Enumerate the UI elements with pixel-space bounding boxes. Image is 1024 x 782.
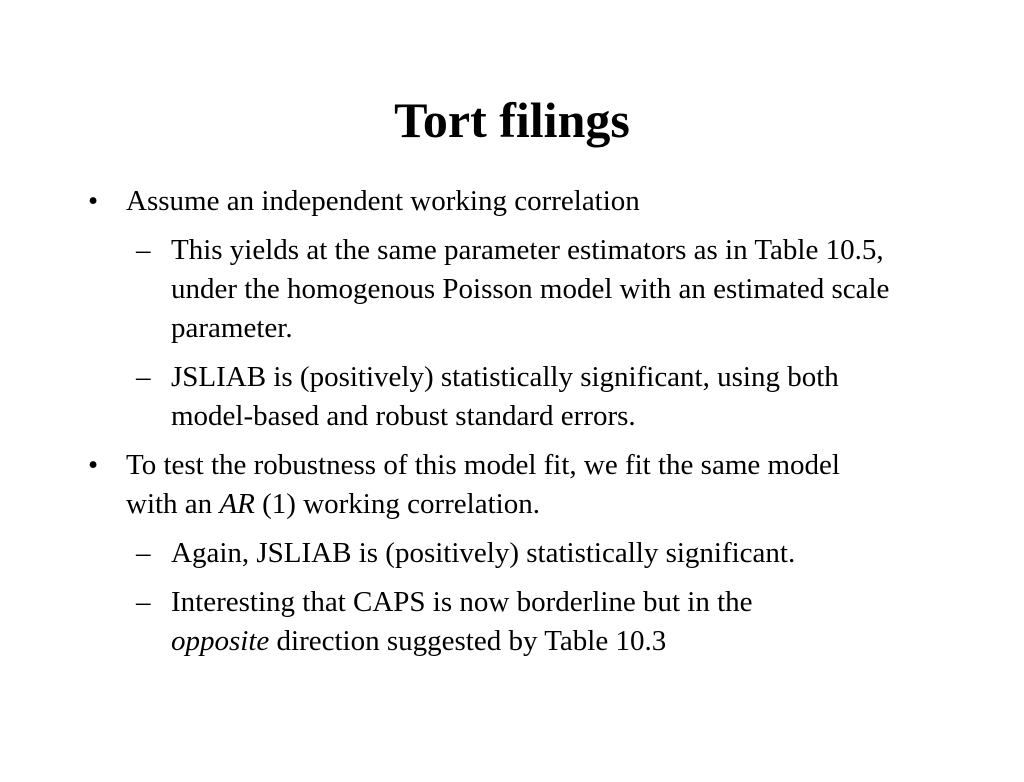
sub-bullet-item xyxy=(0,231,1024,348)
bullet-text xyxy=(126,446,896,524)
bullet-text: Assume an independent working correlation xyxy=(126,185,640,217)
bullet-text-part: (1) working correlation. xyxy=(254,488,540,520)
sub-bullet-item xyxy=(0,534,1024,573)
sub-bullet-text: This yields at the same parameter estimators as in Table 10.5, under the homogenous Poisson model with an estimated scale parameter. xyxy=(171,234,890,344)
slide-title: Tort filings xyxy=(394,92,630,148)
sub-bullet-item xyxy=(0,358,1024,436)
dash-marker: – xyxy=(136,537,151,569)
bullet-marker: • xyxy=(88,185,99,217)
sub-bullet-text-part: Interesting that CAPS is now borderline but in the xyxy=(171,586,753,618)
slide-body xyxy=(0,182,1024,671)
bullet-item xyxy=(0,182,1024,221)
sub-bullet-item xyxy=(0,583,1024,661)
sub-bullet-text-part: direction suggested by Table 10.3 xyxy=(269,625,667,657)
bullet-text-part: To test the robustness of this model fit, we fit the same model with an xyxy=(126,449,840,520)
italic-term: AR xyxy=(219,488,255,520)
sub-bullet-text: JSLIAB is (positively) statistically significant, using both model-based and robust standard errors. xyxy=(171,361,839,432)
sub-bullet-text: Again, JSLIAB is (positively) statistically significant. xyxy=(171,537,796,569)
bullet-item xyxy=(0,446,1024,524)
dash-marker: – xyxy=(136,586,151,618)
sub-bullet-text xyxy=(171,583,926,661)
italic-term: opposite xyxy=(171,625,270,657)
bullet-marker: • xyxy=(88,449,99,481)
dash-marker: – xyxy=(136,361,151,393)
dash-marker: – xyxy=(136,234,151,266)
